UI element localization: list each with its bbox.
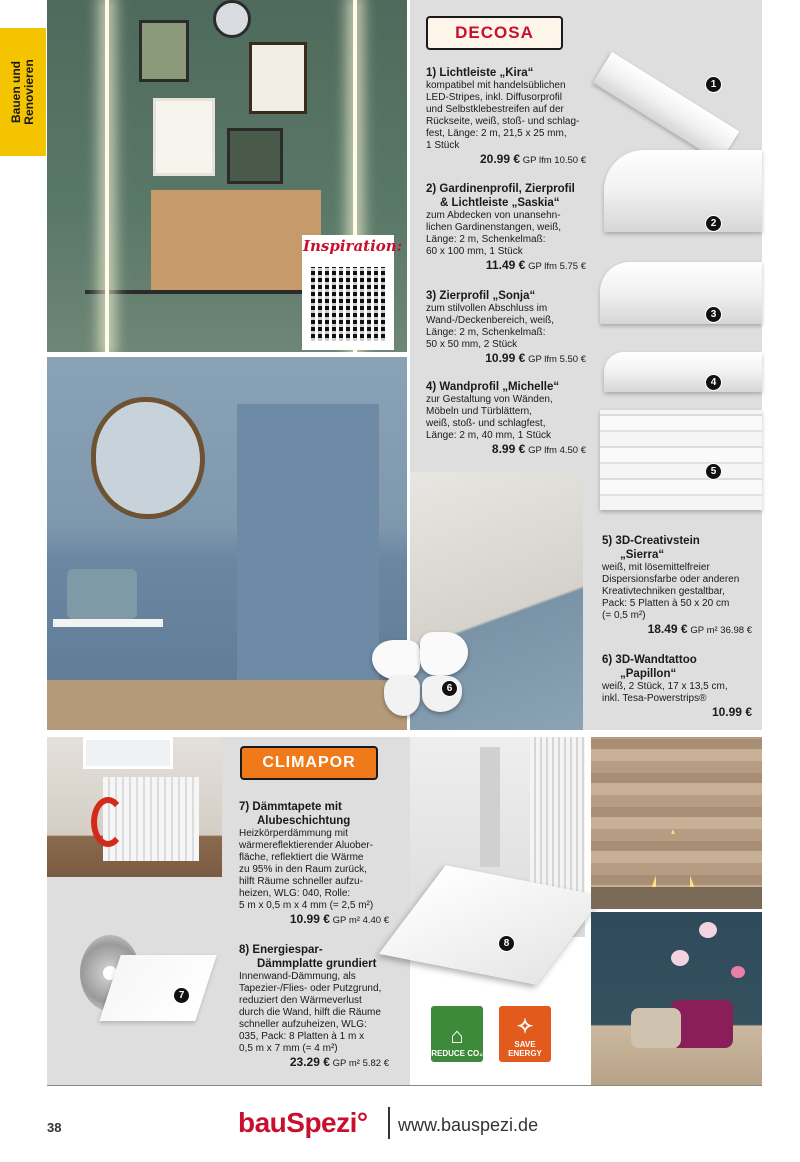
item-4-marker: 4 [705,374,722,391]
item-1-marker: 1 [705,76,722,93]
radiator-photo [47,737,222,877]
save-energy-badge [496,1003,554,1065]
item-5-title: 5) 3D-Creativstein [602,535,700,547]
item-2-price: 11.49 € [485,258,526,272]
item-1-desc-1: LED-Stripes, inkl. Diffusorprofil [426,92,562,103]
item-2-desc-2: Länge: 2 m, Schenkelmaß: [426,234,546,245]
item-6-marker: 6 [441,680,458,697]
item-7-desc-3: zu 95% in den Raum zurück, [239,864,367,875]
item-3-title: 3) Zierprofil „Sonja“ [426,290,536,302]
item-4-unit-price: GP lfm 4.50 € [528,445,586,456]
item-8-unit-price: GP m² 5.82 € [332,1058,389,1069]
item-8-desc-3: durch die Wand, hilft die Räume [239,1007,381,1018]
item-5-desc-1: Dispersionsfarbe oder anderen [602,574,740,585]
reduce-co2-icon: ⌂ [450,1023,464,1048]
creativstein-sierra-image [600,410,762,510]
item-8-title-line2: Dämmplatte grundiert [257,958,377,970]
item-4-title: 4) Wandprofil „Michelle“ [426,381,560,393]
item-1-desc-3: Rückseite, weiß, stoß- und schlag- [426,116,580,127]
item-1 [426,66,586,167]
item-6-desc-0: weiß, 2 Stück, 17 x 13,5 cm, [602,681,728,692]
section-tab [0,28,46,156]
page-number: 38 [47,1120,62,1135]
item-7-unit-price: GP m² 4.40 € [332,915,389,926]
hallway-photo [47,357,407,730]
item-7-desc-0: Heizkörperdämmung mit [239,828,348,839]
item-3-desc-1: Wand-/Deckenbereich, weiß, [426,315,555,326]
item-8-desc-4: schneller aufzuheizen, WLG: [239,1019,367,1030]
footer-divider [388,1107,390,1139]
item-3-unit-price: GP lfm 5.50 € [528,354,586,365]
item-5-price: 18.49 € [647,622,688,636]
item-1-price: 20.99 € [479,152,521,166]
item-8-desc-2: reduziert den Wärmeverlust [239,995,362,1006]
bauspezi-logo: bauSpezi° [238,1107,368,1138]
item-4-price: 8.99 € [491,442,526,456]
item-6-title: 6) 3D-Wandtattoo [602,654,697,666]
item-6-price: 10.99 € [711,705,752,719]
save-energy-icon: ✧ [516,1016,534,1038]
item-5-desc-4: (= 0,5 m²) [602,610,646,621]
living-room-wall-photo [591,912,762,1085]
item-7-desc-4: hilft Räume schneller aufzu- [239,876,363,887]
climapor-logo: CLIMAPOR [240,746,378,780]
item-5-marker: 5 [705,463,722,480]
item-8 [239,943,389,1070]
save-energy-label: SAVE ENERGY [508,1040,542,1058]
item-1-desc-0: kompatibel mit handelsüblichen [426,80,566,91]
item-6-desc-1: inkl. Tesa-Powerstrips® [602,693,707,704]
item-2-title: 2) Gardinenprofil, Zierprofil [426,183,575,195]
item-3-price: 10.99 € [485,351,526,365]
item-2-desc-0: zum Abdecken von unansehn- [426,210,561,221]
item-8-desc-5: 035, Pack: 8 Platten à 1 m x [239,1031,365,1042]
item-1-desc-2: und Selbstklebestreifen auf der [426,104,564,115]
profile-saskia-image [604,150,762,232]
item-7-marker: 7 [173,987,190,1004]
item-5-desc-3: Pack: 5 Platten à 50 x 20 cm [602,598,730,609]
item-4-desc-1: Möbeln und Türblättern, [426,406,532,417]
item-7-desc-2: fläche, reflektiert die Wärme [239,852,364,863]
stone-wall-photo [591,737,762,909]
qr-code[interactable] [307,263,389,345]
item-5-unit-price: GP m² 36.98 € [690,625,752,636]
item-7-desc-1: wärmereflektierender Aluober- [239,840,373,851]
item-4-desc-2: weiß, stoß- und schlagfest, [426,418,546,429]
item-2-desc-1: lichen Gardinenstangen, weiß, [426,222,562,233]
item-7-title-line2: Alubeschichtung [257,815,351,827]
profile-michelle-image [604,352,762,392]
item-4-desc-3: Länge: 2 m, 40 mm, 1 Stück [426,430,552,441]
content-divider [47,1085,762,1086]
item-8-desc-6: 0,5 m x 7 mm (= 4 m²) [239,1043,338,1054]
item-3-marker: 3 [705,306,722,323]
item-3-desc-0: zum stilvollen Abschluss im [426,303,548,314]
item-4 [426,380,586,457]
insulation-roll-image [70,935,210,1045]
item-7-desc-6: 5 m x 0,5 m x 4 mm (= 2,5 m²) [239,900,374,911]
website-link[interactable]: www.bauspezi.de [398,1115,539,1135]
item-5-title-line2: „Sierra“ [620,549,665,561]
item-5 [602,534,752,637]
item-4-desc-0: zur Gestaltung von Wänden, [426,394,553,405]
item-1-unit-price: GP lfm 10.50 € [522,155,586,166]
item-8-title: 8) Energiespar- [239,944,323,956]
item-7-title: 7) Dämmtapete mit [239,801,342,813]
section-tab-label: Bauen und Renovieren [9,59,36,125]
item-6 [602,653,752,720]
profile-sonja-image [600,262,762,324]
item-2-marker: 2 [705,215,722,232]
item-3-desc-3: 50 x 50 mm, 2 Stück [426,339,518,350]
inspiration-label: Inspiration: [303,237,403,255]
item-5-desc-2: Kreativtechniken gestaltbar, [602,586,725,597]
item-2 [426,182,586,273]
item-1-desc-4: fest, Länge: 2 m, 21,5 x 25 mm, [426,128,567,139]
item-8-marker: 8 [498,935,515,952]
item-2-desc-3: 60 x 100 mm, 1 Stück [426,246,523,257]
reduce-co2-label: REDUCE CO₂ [431,1049,483,1058]
item-2-title-line2: & Lichtleiste „Saskia“ [440,197,560,209]
item-5-desc-0: weiß, mit lösemittelfreier [602,562,710,573]
item-7 [239,800,389,927]
item-7-price: 10.99 € [289,912,330,926]
item-8-desc-1: Tapezier-/Flies- oder Putzgrund, [239,983,382,994]
item-7-desc-5: heizen, WLG: 040, Rolle: [239,888,351,899]
item-3-desc-2: Länge: 2 m, Schenkelmaß: [426,327,546,338]
butterfly-papillon-image [372,632,470,720]
item-8-price: 23.29 € [289,1055,330,1069]
item-3 [426,289,586,366]
decosa-logo: DECOSA [426,16,563,50]
reduce-co2-badge [428,1003,486,1065]
item-2-unit-price: GP lfm 5.75 € [528,261,586,272]
item-1-desc-5: 1 Stück [426,140,460,151]
item-8-desc-0: Innenwand-Dämmung, als [239,971,356,982]
item-1-title: 1) Lichtleiste „Kira“ [426,67,534,79]
item-6-title-line2: „Papillon“ [620,668,677,680]
